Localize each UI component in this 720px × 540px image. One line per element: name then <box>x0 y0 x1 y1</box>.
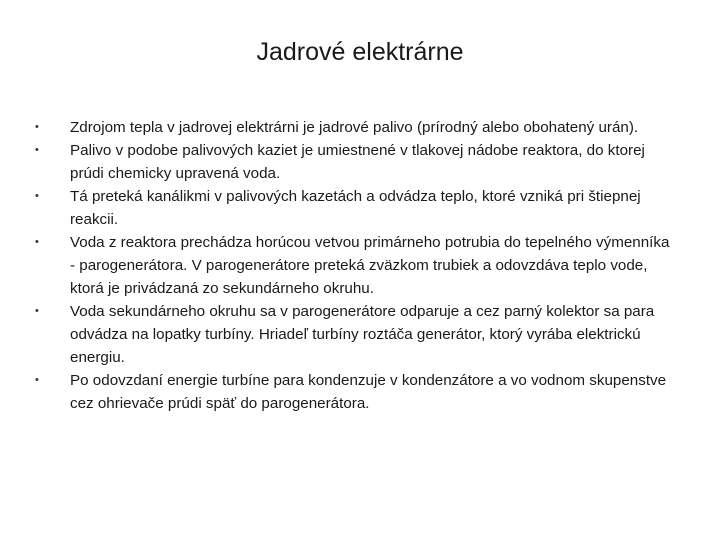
bullet-icon: • <box>35 190 39 202</box>
bullet-item <box>35 139 675 185</box>
bullet-text: Zdrojom tepla v jadrovej elektrárni je jadrové palivo (prírodný alebo obohatený urán). <box>70 119 639 136</box>
bullet-icon: • <box>35 236 39 248</box>
bullet-icon: • <box>35 144 39 156</box>
bullet-text: Palivo v podobe palivových kaziet je umiestnené v tlakovej nádobe reaktora, do ktorej prúdi chemicky upravená voda. <box>70 142 645 182</box>
slide-title: Jadrové elektrárne <box>256 38 464 66</box>
bullet-item <box>35 116 675 139</box>
bullet-item <box>35 300 675 369</box>
bullet-text: Voda z reaktora prechádza horúcou vetvou primárneho potrubia do tepelného výmenníka - parogenerátora. V parogenerátore preteká zväzkom trubiek a odovzdáva teplo vode, ktorá je privádzaná zo sekundárneho okruhu. <box>70 234 670 297</box>
bullet-item <box>35 369 675 415</box>
bullet-icon: • <box>35 374 39 386</box>
bullet-icon: • <box>35 121 39 133</box>
bullet-text: Po odovzdaní energie turbíne para kondenzuje v kondenzátore a vo vodnom skupenstve cez ohrievače prúdi späť do parogenerátora. <box>70 372 667 412</box>
bullet-text: Tá preteká kanálikmi v palivových kazetách a odvádza teplo, ktoré vzniká pri štiepnej reakcii. <box>70 188 641 228</box>
bullet-list <box>35 116 675 415</box>
bullet-text: Voda sekundárneho okruhu sa v parogenerátore odparuje a cez parný kolektor sa para odvádza na lopatky turbíny. Hriadeľ turbíny roztáča generátor, ktorý vyrába elektrickú energiu. <box>70 303 655 366</box>
bullet-item <box>35 231 675 300</box>
bullet-icon: • <box>35 305 39 317</box>
bullet-item <box>35 185 675 231</box>
